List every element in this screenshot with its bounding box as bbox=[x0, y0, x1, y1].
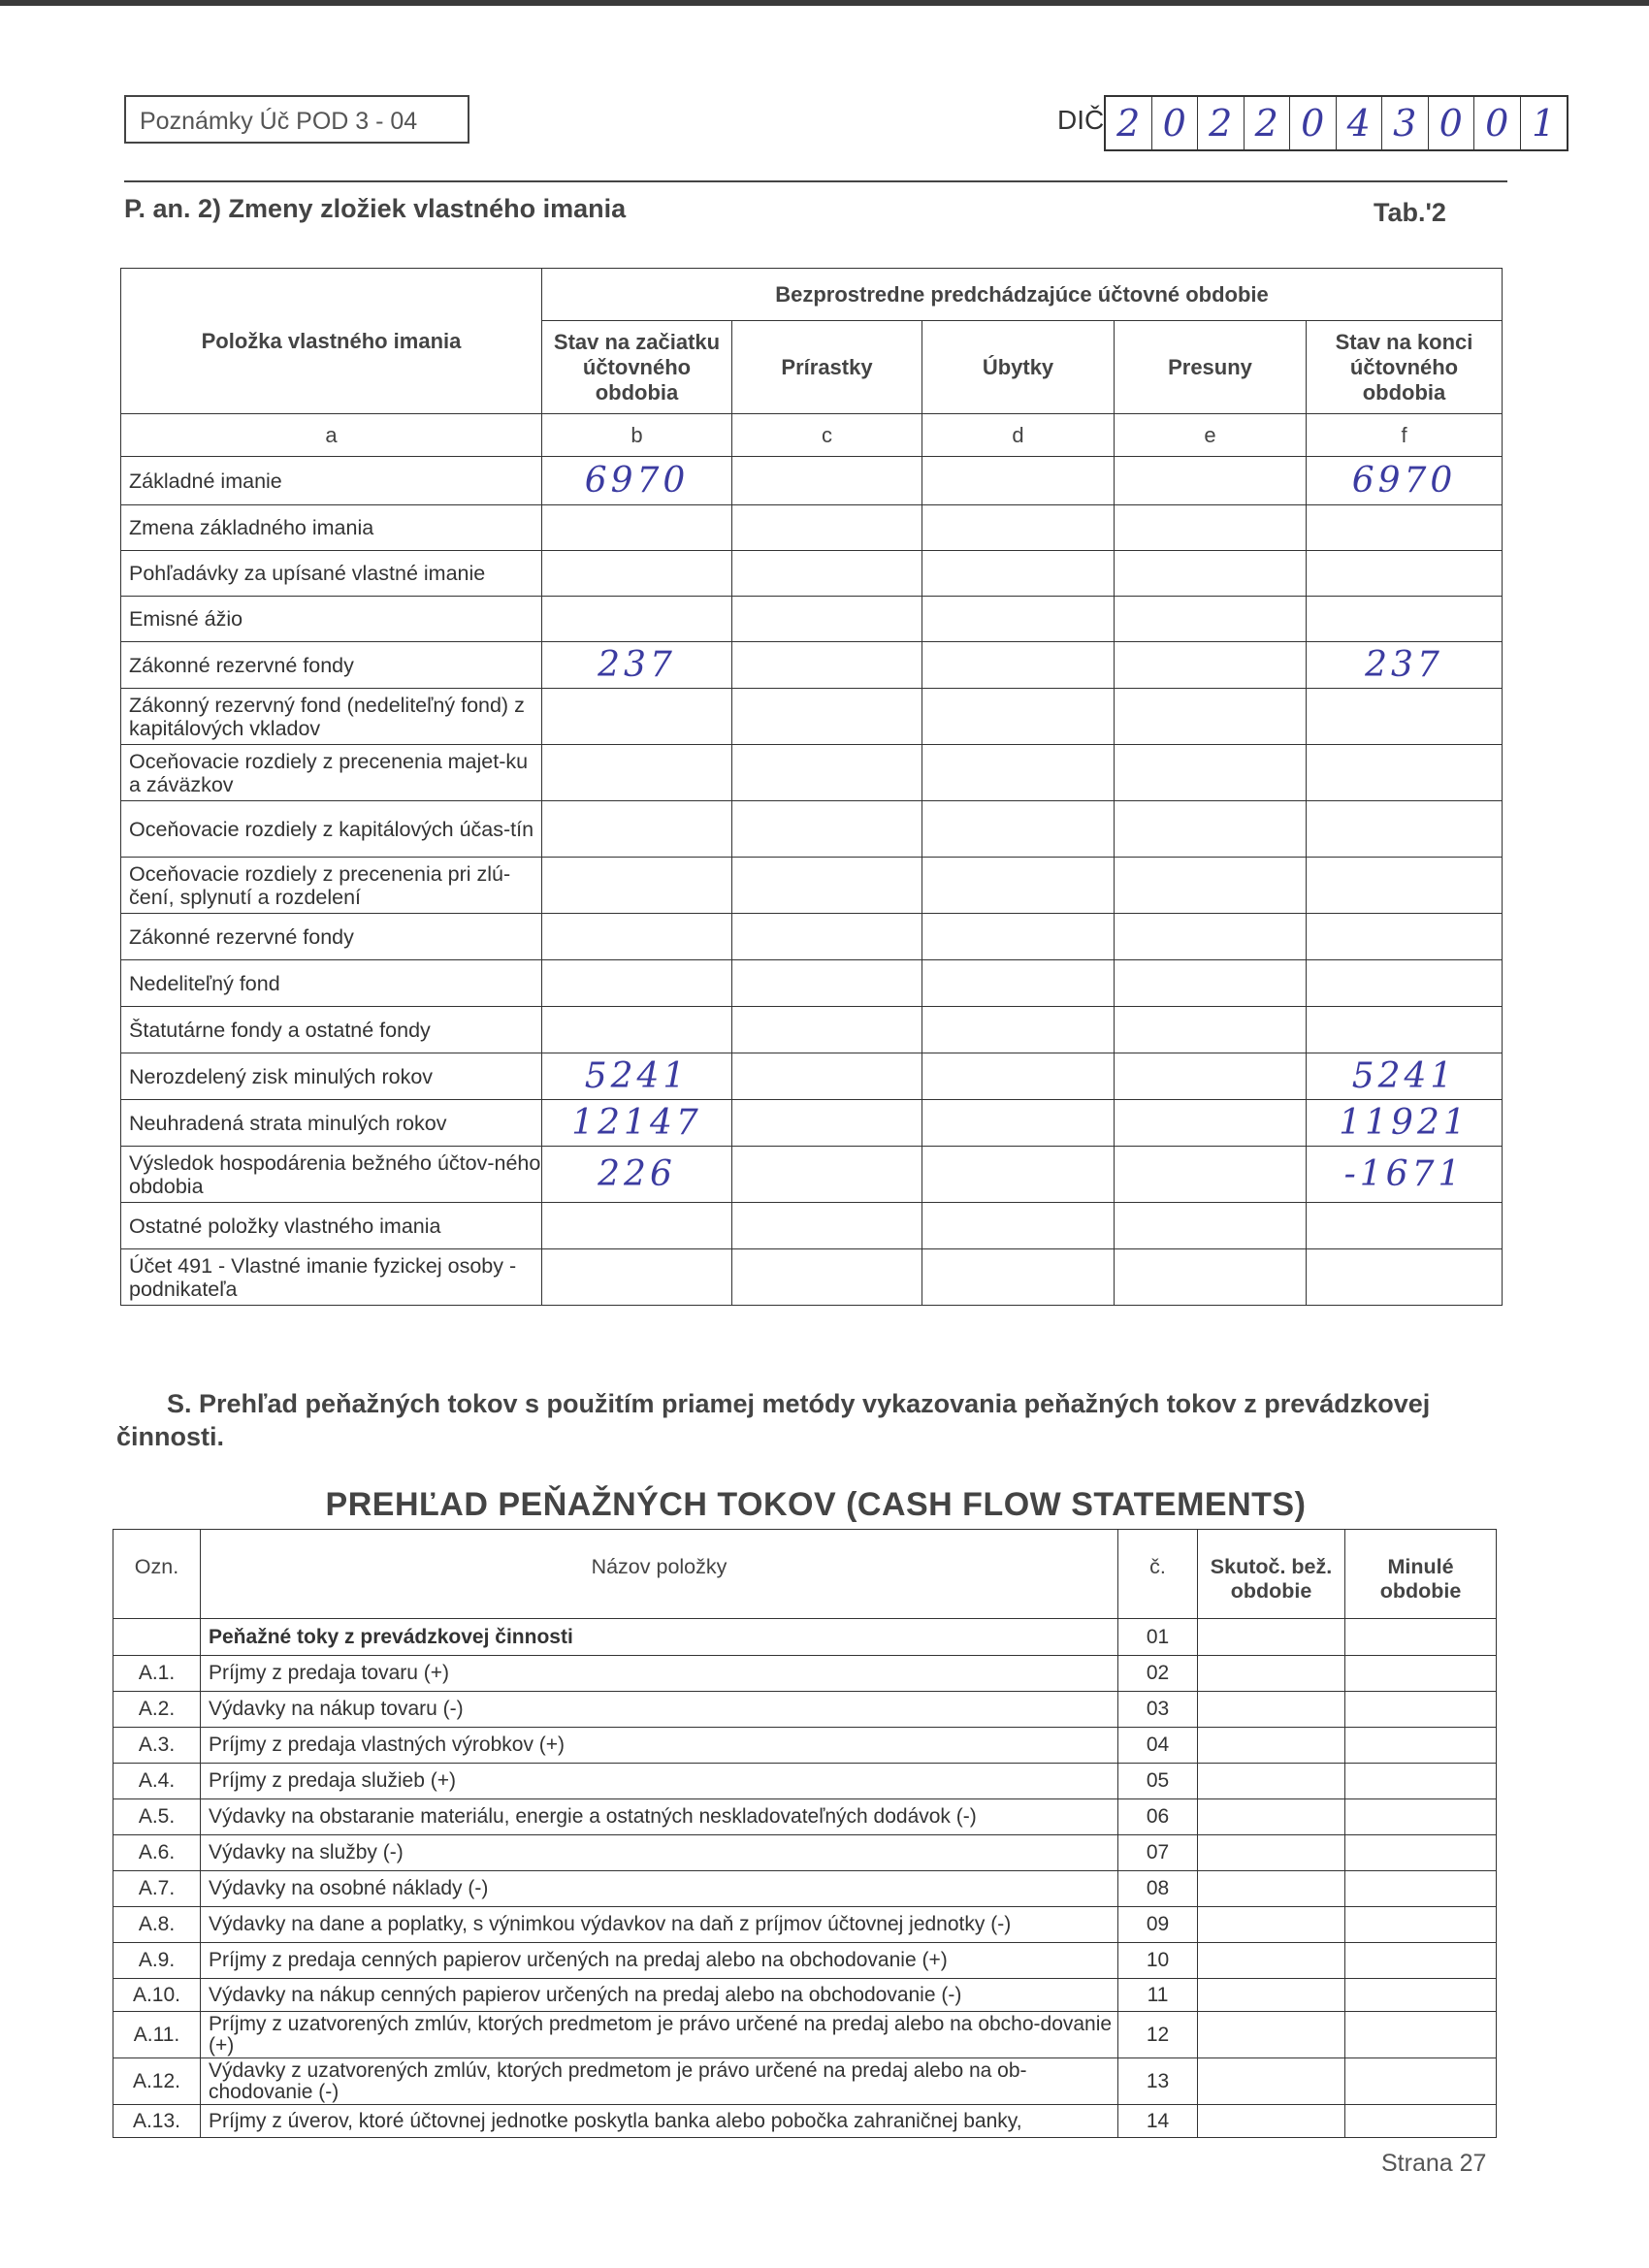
cashflow-previous-value bbox=[1345, 1871, 1497, 1907]
equity-value-c bbox=[732, 1147, 922, 1203]
equity-row bbox=[121, 1249, 1503, 1306]
cashflow-line-number: 08 bbox=[1118, 1871, 1198, 1907]
cashflow-current-value bbox=[1198, 1656, 1345, 1692]
equity-value-f bbox=[1307, 1007, 1503, 1053]
dic-digit: 2 bbox=[1106, 97, 1152, 149]
equity-row bbox=[121, 457, 1503, 505]
cashflow-current-value bbox=[1198, 1943, 1345, 1979]
equity-value-f: -1671 bbox=[1307, 1147, 1503, 1203]
cashflow-item-name: Výdavky na obstaranie materiálu, energie a ostatných neskladovateľných dodávok (-) bbox=[201, 1799, 1118, 1835]
equity-value-b bbox=[542, 858, 732, 914]
equity-value-d bbox=[922, 642, 1115, 689]
cashflow-item-name: Príjmy z predaja vlastných výrobkov (+) bbox=[201, 1728, 1118, 1764]
dic-digit: 2 bbox=[1245, 97, 1291, 149]
equity-value-f bbox=[1307, 1203, 1503, 1249]
equity-value-c bbox=[732, 642, 922, 689]
page-top-edge bbox=[0, 0, 1649, 6]
equity-value-e bbox=[1115, 597, 1307, 642]
cashflow-previous-value bbox=[1345, 2058, 1497, 2105]
dic-digit: 0 bbox=[1429, 97, 1475, 149]
cashflow-code: A.8. bbox=[113, 1907, 201, 1943]
transfers-header: Presuny bbox=[1115, 321, 1307, 414]
equity-value-c bbox=[732, 801, 922, 858]
name-column-header: Názov položky bbox=[201, 1530, 1118, 1619]
cashflow-row bbox=[113, 2105, 1497, 2138]
cashflow-code: A.13. bbox=[113, 2105, 201, 2138]
dic-digit: 0 bbox=[1290, 97, 1337, 149]
end-balance-header: Stav na konci účtovného obdobia bbox=[1307, 321, 1503, 414]
period-header: Bezprostredne predchádzajúce účtovné obdobie bbox=[542, 269, 1503, 321]
cashflow-row bbox=[113, 1799, 1497, 1835]
equity-row bbox=[121, 914, 1503, 960]
column-letter: e bbox=[1115, 414, 1307, 457]
cashflow-previous-value bbox=[1345, 1619, 1497, 1656]
equity-value-e bbox=[1115, 1007, 1307, 1053]
cashflow-line-number: 12 bbox=[1118, 2012, 1198, 2058]
equity-value-e bbox=[1115, 642, 1307, 689]
code-column-header: Ozn. bbox=[113, 1530, 201, 1619]
equity-value-f bbox=[1307, 551, 1503, 597]
cashflow-line-number: 02 bbox=[1118, 1656, 1198, 1692]
cashflow-previous-value bbox=[1345, 1835, 1497, 1871]
item-column-header: Položka vlastného imania bbox=[121, 269, 542, 414]
cashflow-item-name: Výdavky z uzatvorených zmlúv, ktorých predmetom je právo určené na predaj alebo na ob-chodovanie (-) bbox=[201, 2058, 1118, 2105]
column-letter: f bbox=[1307, 414, 1503, 457]
equity-value-e bbox=[1115, 1100, 1307, 1147]
equity-value-c bbox=[732, 1053, 922, 1100]
cashflow-item-name: Výdavky na nákup tovaru (-) bbox=[201, 1692, 1118, 1728]
equity-value-c bbox=[732, 745, 922, 801]
current-period-header: Skutoč. bež. obdobie bbox=[1198, 1530, 1345, 1619]
dic-digit-boxes bbox=[1104, 95, 1568, 151]
cashflow-previous-value bbox=[1345, 1728, 1497, 1764]
equity-value-b: 5241 bbox=[542, 1053, 732, 1100]
cashflow-code: A.6. bbox=[113, 1835, 201, 1871]
equity-value-d bbox=[922, 1203, 1115, 1249]
cashflow-line-number: 05 bbox=[1118, 1764, 1198, 1799]
cashflow-line-number: 13 bbox=[1118, 2058, 1198, 2105]
table-number-label: Tab.'2 bbox=[1374, 198, 1446, 227]
equity-value-b bbox=[542, 745, 732, 801]
cashflow-current-value bbox=[1198, 1907, 1345, 1943]
equity-item-label: Výsledok hospodárenia bežného účtov-ného obdobia bbox=[121, 1147, 542, 1203]
equity-item-label: Zmena základného imania bbox=[121, 505, 542, 551]
cashflow-row bbox=[113, 1979, 1497, 2012]
dic-digit: 0 bbox=[1474, 97, 1521, 149]
equity-item-label: Oceňovacie rozdiely z precenenia pri zlú-čení, splynutí a rozdelení bbox=[121, 858, 542, 914]
equity-value-f bbox=[1307, 1249, 1503, 1306]
equity-value-f: 11921 bbox=[1307, 1100, 1503, 1147]
equity-value-c bbox=[732, 1249, 922, 1306]
cashflow-code bbox=[113, 1619, 201, 1656]
cashflow-row bbox=[113, 1835, 1497, 1871]
number-column-header: č. bbox=[1118, 1530, 1198, 1619]
cashflow-code: A.10. bbox=[113, 1979, 201, 2012]
equity-value-c bbox=[732, 1007, 922, 1053]
equity-row bbox=[121, 1007, 1503, 1053]
cashflow-current-value bbox=[1198, 1764, 1345, 1799]
equity-item-label: Nerozdelený zisk minulých rokov bbox=[121, 1053, 542, 1100]
cashflow-item-name: Príjmy z predaja služieb (+) bbox=[201, 1764, 1118, 1799]
equity-value-f bbox=[1307, 505, 1503, 551]
equity-row bbox=[121, 505, 1503, 551]
equity-value-b bbox=[542, 1203, 732, 1249]
equity-value-b: 6970 bbox=[542, 457, 732, 505]
cashflow-previous-value bbox=[1345, 1943, 1497, 1979]
cashflow-row bbox=[113, 1943, 1497, 1979]
cashflow-previous-value bbox=[1345, 2105, 1497, 2138]
dic-digit: 1 bbox=[1532, 102, 1556, 145]
cashflow-row bbox=[113, 1692, 1497, 1728]
cashflow-code: A.5. bbox=[113, 1799, 201, 1835]
equity-item-label: Pohľadávky za upísané vlastné imanie bbox=[121, 551, 542, 597]
cashflow-current-value bbox=[1198, 1871, 1345, 1907]
equity-value-c bbox=[732, 1203, 922, 1249]
equity-value-c bbox=[732, 960, 922, 1007]
cashflow-item-name: Výdavky na osobné náklady (-) bbox=[201, 1871, 1118, 1907]
equity-value-b bbox=[542, 914, 732, 960]
cashflow-code: A.9. bbox=[113, 1943, 201, 1979]
equity-item-label: Ostatné položky vlastného imania bbox=[121, 1203, 542, 1249]
cashflow-row bbox=[113, 1728, 1497, 1764]
equity-row bbox=[121, 551, 1503, 597]
cashflow-previous-value bbox=[1345, 1656, 1497, 1692]
equity-value-c bbox=[732, 457, 922, 505]
equity-value-d bbox=[922, 858, 1115, 914]
cashflow-previous-value bbox=[1345, 1764, 1497, 1799]
cashflow-line-number: 11 bbox=[1118, 1979, 1198, 2012]
cashflow-row bbox=[113, 2012, 1497, 2058]
equity-value-f: 237 bbox=[1307, 642, 1503, 689]
cashflow-code: A.3. bbox=[113, 1728, 201, 1764]
equity-value-e bbox=[1115, 1053, 1307, 1100]
cashflow-item-name: Peňažné toky z prevádzkovej činnosti bbox=[201, 1619, 1118, 1656]
cashflow-row bbox=[113, 1907, 1497, 1943]
form-label-box: Poznámky Úč POD 3 - 04 bbox=[124, 95, 469, 144]
equity-value-d bbox=[922, 1053, 1115, 1100]
cashflow-line-number: 03 bbox=[1118, 1692, 1198, 1728]
equity-row bbox=[121, 1053, 1503, 1100]
equity-value-b bbox=[542, 551, 732, 597]
cashflow-previous-value bbox=[1345, 1979, 1497, 2012]
equity-row bbox=[121, 689, 1503, 745]
equity-value-b: 237 bbox=[542, 642, 732, 689]
equity-value-d bbox=[922, 1249, 1115, 1306]
equity-row bbox=[121, 745, 1503, 801]
equity-value-e bbox=[1115, 1249, 1307, 1306]
equity-value-c bbox=[732, 1100, 922, 1147]
equity-value-d bbox=[922, 689, 1115, 745]
equity-section-title: P. an. 2) Zmeny zložiek vlastného imania bbox=[124, 194, 627, 223]
cashflow-current-value bbox=[1198, 2105, 1345, 2138]
cashflow-line-number: 07 bbox=[1118, 1835, 1198, 1871]
equity-item-label: Zákonné rezervné fondy bbox=[121, 914, 542, 960]
equity-changes-table bbox=[120, 268, 1503, 1306]
equity-item-label: Štatutárne fondy a ostatné fondy bbox=[121, 1007, 542, 1053]
cashflow-item-name: Príjmy z predaja tovaru (+) bbox=[201, 1656, 1118, 1692]
equity-value-e bbox=[1115, 801, 1307, 858]
equity-value-d bbox=[922, 551, 1115, 597]
cashflow-previous-value bbox=[1345, 1692, 1497, 1728]
column-letter: a bbox=[121, 414, 542, 457]
equity-value-c bbox=[732, 597, 922, 642]
equity-value-f bbox=[1307, 801, 1503, 858]
cashflow-table bbox=[113, 1529, 1497, 2138]
page-number: Strana 27 bbox=[1381, 2150, 1487, 2177]
cashflow-item-name: Výdavky na dane a poplatky, s výnimkou výdavkov na daň z príjmov účtovnej jednotky (-) bbox=[201, 1907, 1118, 1943]
equity-value-d bbox=[922, 1100, 1115, 1147]
cashflow-current-value bbox=[1198, 2058, 1345, 2105]
equity-value-d bbox=[922, 1147, 1115, 1203]
equity-item-label: Oceňovacie rozdiely z precenenia majet-ku a záväzkov bbox=[121, 745, 542, 801]
equity-value-c bbox=[732, 551, 922, 597]
cashflow-code: A.7. bbox=[113, 1871, 201, 1907]
equity-item-label: Emisné ážio bbox=[121, 597, 542, 642]
equity-value-f bbox=[1307, 858, 1503, 914]
equity-value-b bbox=[542, 597, 732, 642]
equity-value-b bbox=[542, 801, 732, 858]
equity-value-f bbox=[1307, 597, 1503, 642]
cashflow-table-title: PREHĽAD PEŇAŽNÝCH TOKOV (CASH FLOW STATEMENTS) bbox=[325, 1486, 1307, 1523]
equity-value-d bbox=[922, 745, 1115, 801]
cashflow-previous-value bbox=[1345, 1799, 1497, 1835]
header-divider bbox=[124, 180, 1507, 182]
cashflow-item-name: Príjmy z úverov, ktoré účtovnej jednotke poskytla banka alebo pobočka zahraničnej banky, bbox=[201, 2105, 1118, 2138]
dic-digit: 3 bbox=[1382, 97, 1429, 149]
equity-item-label: Zákonný rezervný fond (nedeliteľný fond) z kapitálových vkladov bbox=[121, 689, 542, 745]
column-letter: c bbox=[732, 414, 922, 457]
equity-value-b bbox=[542, 960, 732, 1007]
cashflow-row bbox=[113, 2058, 1497, 2105]
dic-digit: 2 bbox=[1198, 97, 1245, 149]
cashflow-item-name: Príjmy z uzatvorených zmlúv, ktorých predmetom je právo určené na predaj alebo na obcho-dovanie (+) bbox=[201, 2012, 1118, 2058]
cashflow-code: A.2. bbox=[113, 1692, 201, 1728]
cashflow-line-number: 01 bbox=[1118, 1619, 1198, 1656]
dic-digit: 0 bbox=[1152, 97, 1199, 149]
equity-value-f: 5241 bbox=[1307, 1053, 1503, 1100]
start-balance-header: Stav na začiatku účtovného obdobia bbox=[542, 321, 732, 414]
equity-value-b: 226 bbox=[542, 1147, 732, 1203]
equity-row bbox=[121, 801, 1503, 858]
equity-value-f bbox=[1307, 689, 1503, 745]
cashflow-current-value bbox=[1198, 1619, 1345, 1656]
equity-row bbox=[121, 858, 1503, 914]
cashflow-line-number: 14 bbox=[1118, 2105, 1198, 2138]
equity-value-e bbox=[1115, 689, 1307, 745]
equity-value-e bbox=[1115, 1147, 1307, 1203]
cashflow-row bbox=[113, 1764, 1497, 1799]
equity-item-label: Účet 491 - Vlastné imanie fyzickej osoby - podnikateľa bbox=[121, 1249, 542, 1306]
equity-value-e bbox=[1115, 1203, 1307, 1249]
equity-value-c bbox=[732, 858, 922, 914]
equity-row bbox=[121, 1203, 1503, 1249]
cashflow-item-name: Príjmy z predaja cenných papierov určených na predaj alebo na obchodovanie (+) bbox=[201, 1943, 1118, 1979]
equity-row bbox=[121, 960, 1503, 1007]
equity-value-c bbox=[732, 505, 922, 551]
equity-item-label: Oceňovacie rozdiely z kapitálových účas-tín bbox=[121, 801, 542, 858]
equity-value-f bbox=[1307, 960, 1503, 1007]
cashflow-line-number: 10 bbox=[1118, 1943, 1198, 1979]
cashflow-current-value bbox=[1198, 1692, 1345, 1728]
cashflow-code: A.1. bbox=[113, 1656, 201, 1692]
equity-value-b bbox=[542, 1007, 732, 1053]
cashflow-code: A.12. bbox=[113, 2058, 201, 2105]
equity-value-f bbox=[1307, 745, 1503, 801]
cashflow-row bbox=[113, 1871, 1497, 1907]
cashflow-row bbox=[113, 1619, 1497, 1656]
equity-value-b: 12147 bbox=[542, 1100, 732, 1147]
equity-value-d bbox=[922, 597, 1115, 642]
equity-value-b bbox=[542, 1249, 732, 1306]
dic-label: DIČ bbox=[1057, 105, 1105, 135]
cashflow-row bbox=[113, 1656, 1497, 1692]
equity-value-e bbox=[1115, 457, 1307, 505]
cashflow-current-value bbox=[1198, 2012, 1345, 2058]
column-letter: b bbox=[542, 414, 732, 457]
cashflow-line-number: 06 bbox=[1118, 1799, 1198, 1835]
decreases-header: Úbytky bbox=[922, 321, 1115, 414]
equity-value-f: 6970 bbox=[1307, 457, 1503, 505]
previous-period-header: Minulé obdobie bbox=[1345, 1530, 1497, 1619]
equity-value-d bbox=[922, 457, 1115, 505]
equity-row bbox=[121, 1100, 1503, 1147]
equity-value-e bbox=[1115, 914, 1307, 960]
equity-value-e bbox=[1115, 745, 1307, 801]
equity-item-label: Neuhradená strata minulých rokov bbox=[121, 1100, 542, 1147]
equity-value-d bbox=[922, 914, 1115, 960]
equity-value-d bbox=[922, 960, 1115, 1007]
cashflow-item-name: Výdavky na nákup cenných papierov určených na predaj alebo na obchodovanie (-) bbox=[201, 1979, 1118, 2012]
cashflow-line-number: 04 bbox=[1118, 1728, 1198, 1764]
equity-row bbox=[121, 1147, 1503, 1203]
cashflow-previous-value bbox=[1345, 2012, 1497, 2058]
equity-value-f bbox=[1307, 914, 1503, 960]
equity-item-label: Základné imanie bbox=[121, 457, 542, 505]
equity-value-c bbox=[732, 689, 922, 745]
equity-value-d bbox=[922, 1007, 1115, 1053]
equity-value-e bbox=[1115, 858, 1307, 914]
equity-value-d bbox=[922, 505, 1115, 551]
equity-value-e bbox=[1115, 505, 1307, 551]
cashflow-previous-value bbox=[1345, 1907, 1497, 1943]
equity-value-c bbox=[732, 914, 922, 960]
equity-value-e bbox=[1115, 551, 1307, 597]
increases-header: Prírastky bbox=[732, 321, 922, 414]
equity-value-e bbox=[1115, 960, 1307, 1007]
equity-value-d bbox=[922, 801, 1115, 858]
cashflow-current-value bbox=[1198, 1728, 1345, 1764]
equity-value-b bbox=[542, 505, 732, 551]
cashflow-code: A.4. bbox=[113, 1764, 201, 1799]
cashflow-current-value bbox=[1198, 1835, 1345, 1871]
equity-row bbox=[121, 597, 1503, 642]
cashflow-code: A.11. bbox=[113, 2012, 201, 2058]
equity-item-label: Nedeliteľný fond bbox=[121, 960, 542, 1007]
dic-digit: 4 bbox=[1337, 97, 1383, 149]
column-letter: d bbox=[922, 414, 1115, 457]
cashflow-current-value bbox=[1198, 1799, 1345, 1835]
cashflow-item-name: Výdavky na služby (-) bbox=[201, 1835, 1118, 1871]
cashflow-line-number: 09 bbox=[1118, 1907, 1198, 1943]
equity-value-b bbox=[542, 689, 732, 745]
cashflow-section-title: S. Prehľad peňažných tokov s použitím priamej metódy vykazovania peňažných tokov z prevádzkovej činnosti. bbox=[116, 1389, 1431, 1451]
equity-item-label: Zákonné rezervné fondy bbox=[121, 642, 542, 689]
cashflow-current-value bbox=[1198, 1979, 1345, 2012]
equity-row bbox=[121, 642, 1503, 689]
